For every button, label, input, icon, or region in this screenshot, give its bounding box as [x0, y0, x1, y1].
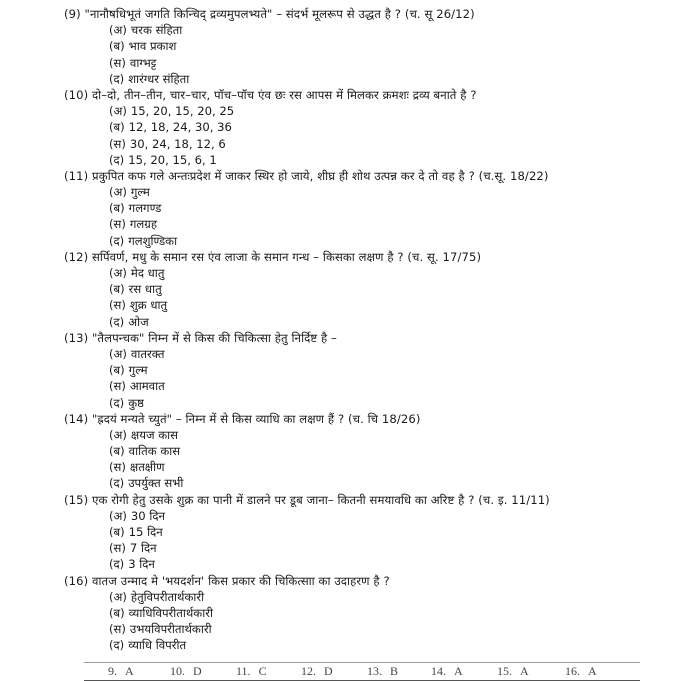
option-text: उभयविपरीतार्थकारी	[129, 622, 212, 637]
option-text: वाग्भट्ट	[129, 55, 157, 70]
option-label: (द)	[109, 395, 125, 410]
question-15	[64, 492, 680, 573]
option-label: (स)	[109, 622, 126, 637]
option-c	[64, 55, 680, 71]
option-text: गलग्रह	[129, 217, 157, 232]
option-c	[64, 540, 680, 556]
answer-number: 9.	[108, 664, 117, 678]
option-b	[64, 200, 680, 216]
question-text: दो–दो, तीन–तीन, चार–चार, पॉच–पॉच एंव छः रस आपस में मिलकर क्रमशः द्रव्य बनाते है ?	[92, 87, 477, 102]
answer-number: 10.	[170, 664, 185, 678]
question-list	[64, 6, 680, 654]
option-text: वातरक्त	[130, 346, 165, 361]
question-text: "तैलपन्चक" निम्न में से किस की चिकित्सा हेतु निर्दिष्ट है –	[92, 330, 337, 345]
answer-key-item	[301, 664, 367, 679]
answer-number: 14.	[431, 664, 446, 678]
option-label: (अ)	[109, 589, 127, 604]
option-label: (ब)	[109, 39, 125, 54]
option-label: (स)	[109, 136, 126, 151]
question-stem	[64, 249, 680, 265]
option-text: गलशुण्डिका	[128, 233, 178, 248]
question-number: (15)	[64, 492, 89, 507]
option-label: (अ)	[109, 185, 127, 200]
question-number: (14)	[64, 411, 89, 426]
option-text: हेतुविपरीतार्थकारी	[130, 589, 205, 604]
option-label: (स)	[109, 541, 126, 556]
option-label: (स)	[109, 217, 126, 232]
option-label: (स)	[109, 460, 126, 475]
option-text: कुष्ठ	[128, 395, 144, 410]
option-c	[64, 216, 680, 232]
answer-letter: D	[193, 664, 202, 678]
option-label: (द)	[109, 557, 125, 572]
option-text: क्षयज कास	[130, 427, 178, 442]
option-c	[64, 459, 680, 475]
option-c	[64, 378, 680, 394]
question-number: (16)	[64, 573, 89, 588]
answer-letter: A	[520, 664, 529, 678]
option-text: शारंग्धर संहिता	[128, 71, 190, 86]
option-text: 7 दिन	[129, 541, 157, 556]
question-stem	[64, 6, 680, 22]
option-text: 12, 18, 24, 30, 36	[128, 120, 232, 135]
option-a	[64, 103, 680, 119]
option-a	[64, 589, 680, 605]
option-b	[64, 119, 680, 135]
option-label: (अ)	[109, 346, 127, 361]
answer-key-item	[236, 664, 301, 679]
answer-letter: C	[258, 664, 267, 678]
question-stem	[64, 87, 680, 103]
option-text: 15, 20, 15, 6, 1	[128, 152, 217, 167]
answer-key-item	[565, 664, 625, 679]
option-c	[64, 621, 680, 637]
option-label: (ब)	[109, 444, 125, 459]
option-text: शुक्र धातु	[129, 298, 168, 313]
option-b	[64, 605, 680, 621]
option-text: व्याधिविपरीतार्थकारी	[128, 605, 213, 620]
option-a	[64, 427, 680, 443]
option-label: (ब)	[109, 201, 125, 216]
question-number: (11)	[64, 168, 89, 183]
question-16	[64, 573, 680, 654]
question-14	[64, 411, 680, 492]
option-label: (ब)	[109, 282, 125, 297]
answer-number: 13.	[367, 664, 382, 678]
option-b	[64, 443, 680, 459]
question-number: (9)	[64, 7, 81, 21]
option-text: आमवात	[129, 379, 165, 394]
option-label: (ब)	[109, 525, 125, 539]
answer-number: 12.	[301, 664, 316, 678]
option-text: रस धातु	[128, 282, 162, 297]
option-label: (द)	[109, 71, 125, 86]
option-label: (द)	[109, 152, 125, 167]
question-text: "नानौषधिभूतं जगति किन्चिद् द्रव्यमुपलभ्यते" – संदर्भ मूलरूप से उद्धत है ? (च. सू 26/12)	[84, 7, 475, 21]
answer-letter: D	[324, 664, 333, 678]
question-number: (12)	[64, 249, 89, 264]
answer-key-item	[108, 664, 170, 679]
option-b	[64, 281, 680, 297]
option-b	[64, 362, 680, 378]
option-text: 15, 20, 15, 20, 25	[130, 104, 235, 119]
option-label: (द)	[109, 314, 125, 329]
option-text: 30 दिन	[130, 508, 165, 523]
answer-letter: B	[390, 664, 399, 678]
option-b	[64, 38, 680, 54]
question-11	[64, 168, 680, 249]
option-d	[64, 556, 680, 572]
option-text: गुल्म	[128, 363, 148, 378]
option-text: 30, 24, 18, 12, 6	[129, 136, 226, 151]
option-text: वातिक कास	[128, 444, 181, 459]
option-text: 3 दिन	[128, 557, 155, 572]
question-stem	[64, 330, 680, 346]
option-text: क्षतक्षीण	[129, 460, 165, 475]
option-d	[64, 637, 680, 653]
option-label: (स)	[109, 379, 126, 394]
question-text: वातज उन्माद मे 'भयदर्शन' किस प्रकार की चिकित्साा का उदाहरण है ?	[92, 573, 390, 588]
answer-number: 16.	[565, 664, 580, 678]
option-c	[64, 136, 680, 152]
answer-letter: A	[125, 664, 134, 678]
option-d	[64, 71, 680, 87]
option-label: (द)	[109, 233, 125, 248]
option-label: (द)	[109, 476, 125, 491]
answer-key-item	[431, 664, 497, 679]
option-text: व्याधि विपरीत	[128, 638, 187, 653]
option-label: (स)	[109, 298, 126, 313]
option-label: (अ)	[109, 23, 127, 38]
question-text: एक रोगी हेतु उसके शुक्र का पानी में डालने पर डूब जाना– कितनी समयावधि का अरिष्ट है ? (च. इ. 11/11)	[92, 492, 550, 507]
option-c	[64, 297, 680, 313]
answer-letter: A	[588, 664, 597, 678]
option-label: (ब)	[109, 363, 125, 378]
option-d	[64, 314, 680, 330]
answer-letter: A	[454, 664, 463, 678]
question-stem	[64, 573, 680, 589]
answer-number: 15.	[497, 664, 512, 678]
question-stem	[64, 411, 680, 427]
question-text: "ह्रदयं मन्यते च्युतं" – निम्न में से किस व्याधि का लक्षण हैं ? (च. चि 18/26)	[92, 411, 421, 426]
question-stem	[64, 168, 680, 184]
option-text: भाव प्रकाश	[128, 39, 177, 54]
option-text: चरक संहिता	[130, 23, 183, 38]
option-a	[64, 265, 680, 281]
option-text: उपर्युक्त सभी	[128, 476, 184, 491]
question-text: सर्पिवर्ण, मधु के समान रस एंव लाजा के समान गन्ध – किसका लक्षण है ? (च. सू. 17/75)	[92, 249, 482, 264]
option-label: (ब)	[109, 120, 125, 135]
answer-key	[84, 662, 640, 681]
question-stem	[64, 492, 680, 508]
option-a	[64, 346, 680, 362]
option-label: (अ)	[109, 508, 127, 523]
option-text: गुल्म	[130, 185, 150, 200]
option-text: 15 दिन	[128, 525, 163, 539]
option-b	[64, 524, 680, 540]
answer-key-item	[170, 664, 236, 679]
option-label: (अ)	[109, 266, 127, 280]
question-number: (10)	[64, 87, 89, 102]
option-label: (अ)	[109, 427, 127, 442]
option-label: (अ)	[109, 104, 127, 119]
question-9	[64, 6, 680, 87]
option-d	[64, 233, 680, 249]
option-text: गलगण्ड	[128, 201, 162, 216]
question-13	[64, 330, 680, 411]
question-number: (13)	[64, 330, 89, 345]
option-a	[64, 184, 680, 200]
question-text: प्रकुपित कफ गले अन्तःप्रदेश में जाकर स्थिर हो जाये, शीघ्र ही शोथ उत्पन्न कर दे तो वह है ? (च.सू. 18/22)	[92, 168, 549, 183]
option-a	[64, 508, 680, 524]
option-d	[64, 152, 680, 168]
question-12	[64, 249, 680, 330]
answer-key-item	[497, 664, 565, 679]
option-label: (द)	[109, 638, 125, 653]
question-10	[64, 87, 680, 168]
option-label: (ब)	[109, 605, 125, 620]
option-text: ओज	[128, 314, 149, 329]
option-text: मेद धातु	[130, 266, 165, 280]
answer-key-item	[367, 664, 431, 679]
option-d	[64, 475, 680, 491]
answer-number: 11.	[236, 664, 251, 678]
option-d	[64, 395, 680, 411]
option-label: (स)	[109, 55, 126, 70]
option-a	[64, 22, 680, 38]
